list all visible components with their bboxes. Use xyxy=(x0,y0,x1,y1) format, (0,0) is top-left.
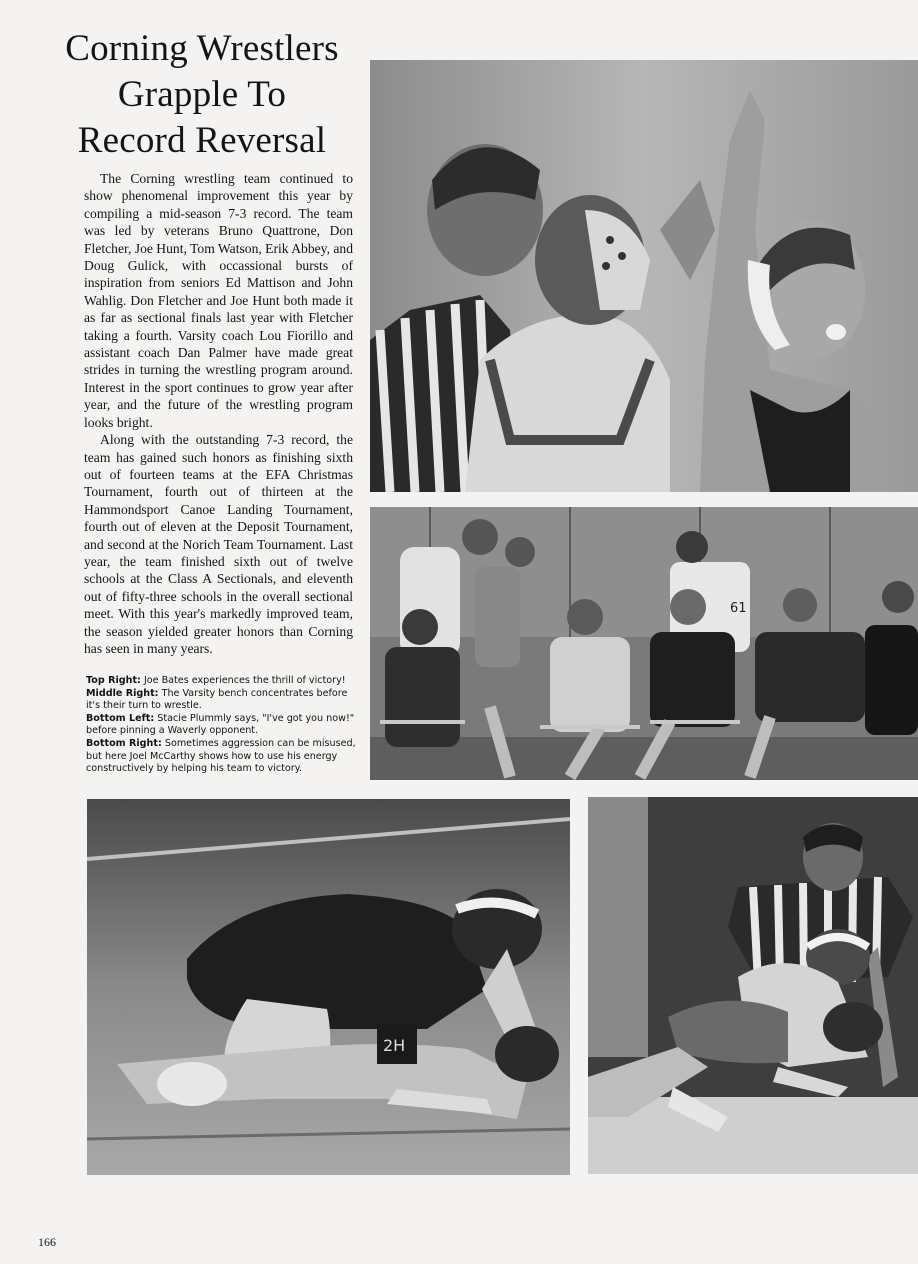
title-line-1: Corning Wrestlers xyxy=(65,28,339,69)
caption-text: Stacie Plummly says, "I've got you now!" before pinning a Waverly opponent. xyxy=(86,712,355,737)
caption-text: Joe Bates experiences the thrill of victory! xyxy=(143,675,346,686)
caption-bottom-left xyxy=(86,713,356,738)
jersey-number: 61 xyxy=(730,601,747,616)
caption-label: Middle Right: xyxy=(86,687,159,699)
caption-text: The Varsity bench concentrates before it's their turn to wrestle. xyxy=(86,687,348,712)
page-number: 166 xyxy=(38,1235,56,1249)
photo-bottom-right-takedown xyxy=(588,797,918,1174)
title-line-3: Record Reversal xyxy=(77,120,327,161)
photo-takedown-illustration xyxy=(588,797,918,1174)
article-title xyxy=(20,26,384,164)
photo-top-right-victory xyxy=(370,60,918,492)
title-line-2: Grapple To xyxy=(117,74,287,115)
photo-bench-illustration xyxy=(370,507,918,780)
body-paragraph: The Corning wrestling team continued to show phenomenal improvement this year by compiling a mid-season 7-3 record. The team was led by veterans Bruno Quattrone, Don Fletcher, Joe Hunt, Tom Watson, Erik Abbey, and Doug Gulick, with occassional bursts of inspiration from seniors Ed Mattison and John Wahlig. Don Fletcher and Joe Hunt both made it as far as sectional finals last year with Fletcher taking a fourth. Varsity coach Lou Fiorillo and assistant coach Dan Palmer have made great strides in turning the wrestling program around. Interest in the sport continues to grow year after year, and the future of the wrestling program looks bright. xyxy=(84,171,353,430)
caption-label: Bottom Right: xyxy=(86,737,162,749)
photo-pin-illustration xyxy=(87,799,570,1175)
caption-text: Sometimes aggression can be misused, but here Joel McCarthy shows how to use his energy constructively by helping his team to victory. xyxy=(86,737,356,775)
singlet-letters: 2H xyxy=(383,1036,406,1055)
photo-victory-illustration xyxy=(370,60,918,492)
caption-label: Bottom Left: xyxy=(86,712,155,724)
photo-bottom-left-pin xyxy=(87,799,570,1175)
caption-middle-right xyxy=(86,688,356,713)
photo-middle-right-bench xyxy=(370,507,918,780)
caption-bottom-right xyxy=(86,738,356,776)
caption-label: Top Right: xyxy=(86,675,141,686)
photo-captions xyxy=(86,675,356,776)
article-body xyxy=(84,170,353,657)
caption-top-right xyxy=(86,675,356,688)
body-paragraph: Along with the outstanding 7-3 record, the team has gained such honors as finishing sixth out of fourteen teams at the EFA Christmas Tournament, fourth out of thirteen at the Hammondsport Canoe Landing Tournament, fourth out of eleven at the Deposit Tournament, and second at the Norich Team Tournament. Last year, the team finished sixth out of twelve schools at the Class A Sectionals, and eleventh out of fifty-three schools in the overall sectional meet. With this year's markedly improved team, the season yielded greater honors than Corning has seen in many years. xyxy=(84,432,353,656)
